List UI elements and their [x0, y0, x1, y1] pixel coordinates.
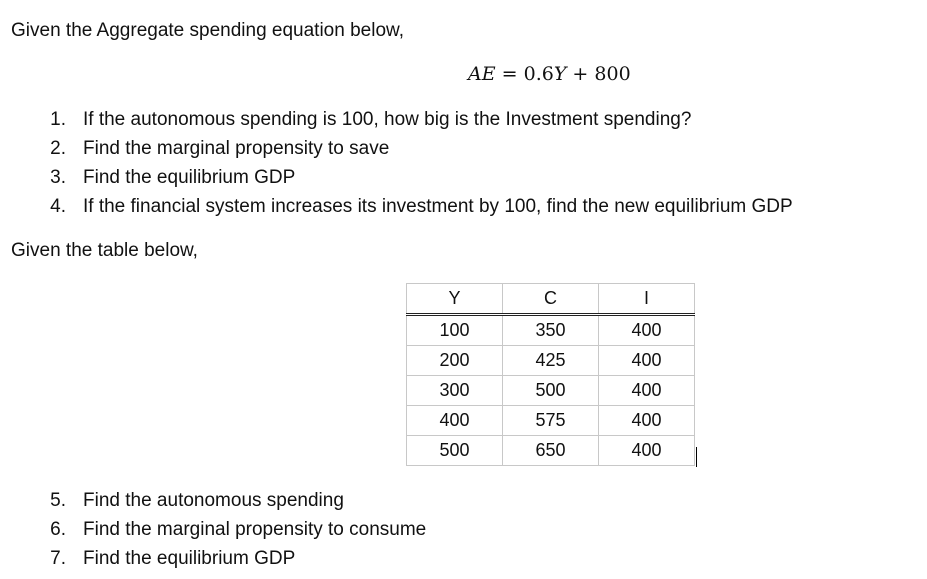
- table-row: [407, 315, 695, 346]
- table-cell: 425: [503, 346, 599, 376]
- table-row: [407, 376, 695, 406]
- table-cell: 100: [407, 315, 503, 346]
- question-item: [46, 196, 886, 218]
- equation-equals: =: [501, 63, 518, 85]
- table-cell: 300: [407, 376, 503, 406]
- table-header-c: C: [503, 284, 599, 315]
- table-cell: 400: [599, 436, 695, 466]
- question-item: [46, 490, 886, 512]
- question-number: 6.: [50, 519, 66, 540]
- table-cell: 500: [503, 376, 599, 406]
- question-number: 2.: [50, 138, 66, 159]
- question-number: 7.: [50, 548, 66, 569]
- equation-coef: 0.6: [523, 63, 554, 85]
- question-number: 4.: [50, 196, 66, 217]
- table-cell: 200: [407, 346, 503, 376]
- table-cell: 400: [599, 315, 695, 346]
- question-text: Find the equilibrium GDP: [83, 167, 296, 188]
- question-text: Find the marginal propensity to save: [83, 138, 390, 159]
- table-header-i: I: [599, 284, 695, 315]
- equation-var: Y: [553, 63, 567, 85]
- table-cell: 500: [407, 436, 503, 466]
- question-text: If the autonomous spending is 100, how big is the Investment spending?: [83, 109, 692, 130]
- data-table: [406, 283, 695, 466]
- table-intro-text: Given the table below,: [11, 240, 198, 261]
- table-cell: 650: [503, 436, 599, 466]
- equation-constant: 800: [594, 63, 631, 85]
- question-text: Find the marginal propensity to consume: [83, 519, 427, 540]
- question-number: 3.: [50, 167, 66, 188]
- question-number: 5.: [50, 490, 66, 511]
- table-cell: 400: [599, 376, 695, 406]
- aggregate-spending-equation: [468, 63, 631, 85]
- intro-text: Given the Aggregate spending equation below,: [11, 20, 404, 41]
- table-row: [407, 346, 695, 376]
- table-cell: 575: [503, 406, 599, 436]
- question-number: 1.: [50, 109, 66, 130]
- text-cursor: [696, 447, 697, 467]
- equation-lhs: AE: [468, 63, 496, 85]
- table-cell: 400: [599, 346, 695, 376]
- question-text: Find the autonomous spending: [83, 490, 344, 511]
- question-item: [46, 109, 886, 131]
- table-header-row: [407, 284, 695, 315]
- question-item: [46, 138, 886, 160]
- table-cell: 350: [503, 315, 599, 346]
- table-row: [407, 406, 695, 436]
- question-item: [46, 167, 886, 189]
- question-item: [46, 548, 886, 570]
- table-row: [407, 436, 695, 466]
- table-header-y: Y: [407, 284, 503, 315]
- table-cell: 400: [599, 406, 695, 436]
- equation-plus: +: [572, 63, 589, 85]
- table-cell: 400: [407, 406, 503, 436]
- question-text: If the financial system increases its investment by 100, find the new equilibrium GDP: [83, 196, 793, 217]
- question-text: Find the equilibrium GDP: [83, 548, 296, 569]
- question-item: [46, 519, 886, 541]
